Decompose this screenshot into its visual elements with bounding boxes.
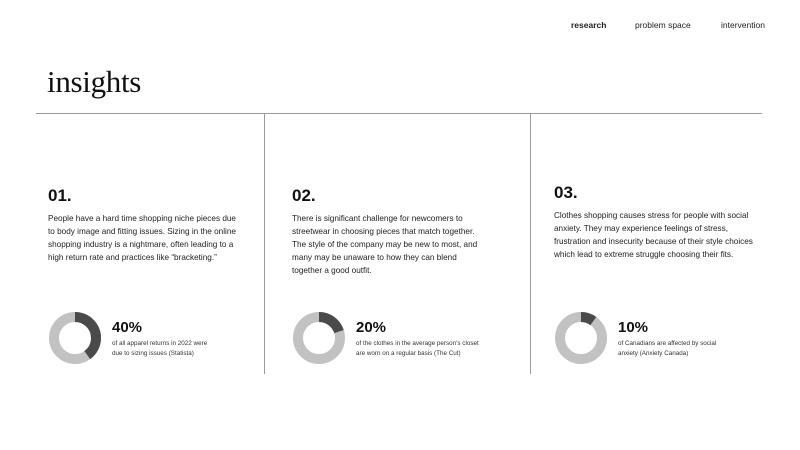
- stat-caption: [112, 339, 262, 359]
- insight-description: People have a hard time shopping niche pieces due to body image and fitting issues. Sizing in the online shopping industry is a nightmare, often leading to a high return rate and practices like “bracketing.”: [48, 214, 236, 262]
- insight-description: Clothes shopping causes stress for people with social anxiety. They may experience feelings of stress, frustration and insecurity because of their style choices which lead to extreme struggle choosing their fits.: [554, 211, 753, 259]
- stat-caption: [356, 339, 506, 359]
- stat-caption-line: of the clothes in the average person’s closet: [356, 340, 479, 347]
- nav-link-problem-space[interactable]: problem space: [635, 20, 691, 30]
- insight-description: There is significant challenge for newcomers to streetwear in choosing pieces that match together. The style of the company may be new to most, and many may be unaware to how they can blend together a good outfit.: [292, 214, 478, 275]
- stat-caption-line: anxiety (Anxiety Canada): [618, 350, 689, 357]
- stat-block: [292, 311, 512, 367]
- stat-caption-line: due to sizing issues (Statista): [112, 350, 194, 357]
- column-divider: [530, 114, 531, 374]
- stat-caption-line: of all apparel returns in 2022 were: [112, 340, 208, 347]
- nav-link-intervention[interactable]: intervention: [721, 20, 765, 30]
- insight-column-2: [292, 114, 507, 374]
- donut-chart: [554, 311, 608, 365]
- donut-track: [560, 317, 602, 359]
- page-title: insights: [47, 64, 142, 99]
- stat-value: 40%: [112, 319, 143, 336]
- insight-number: 03.: [554, 183, 578, 202]
- stat-caption-line: of Canadians are affected by social: [618, 340, 717, 347]
- stat-block: [48, 311, 268, 367]
- donut-chart: [292, 311, 346, 365]
- donut-chart: [48, 311, 102, 365]
- stat-value: 20%: [356, 319, 387, 336]
- stat-caption: [618, 339, 768, 359]
- stat-value: 10%: [618, 319, 649, 336]
- stat-caption-line: are worn on a regular basis (The Cut): [356, 350, 461, 357]
- insight-column-3: [554, 114, 769, 374]
- insight-column-1: [48, 114, 253, 374]
- stat-block: [554, 311, 774, 367]
- insight-number: 02.: [292, 186, 316, 205]
- top-nav: [0, 20, 800, 34]
- insight-number: 01.: [48, 186, 72, 205]
- nav-link-research[interactable]: research: [571, 20, 607, 30]
